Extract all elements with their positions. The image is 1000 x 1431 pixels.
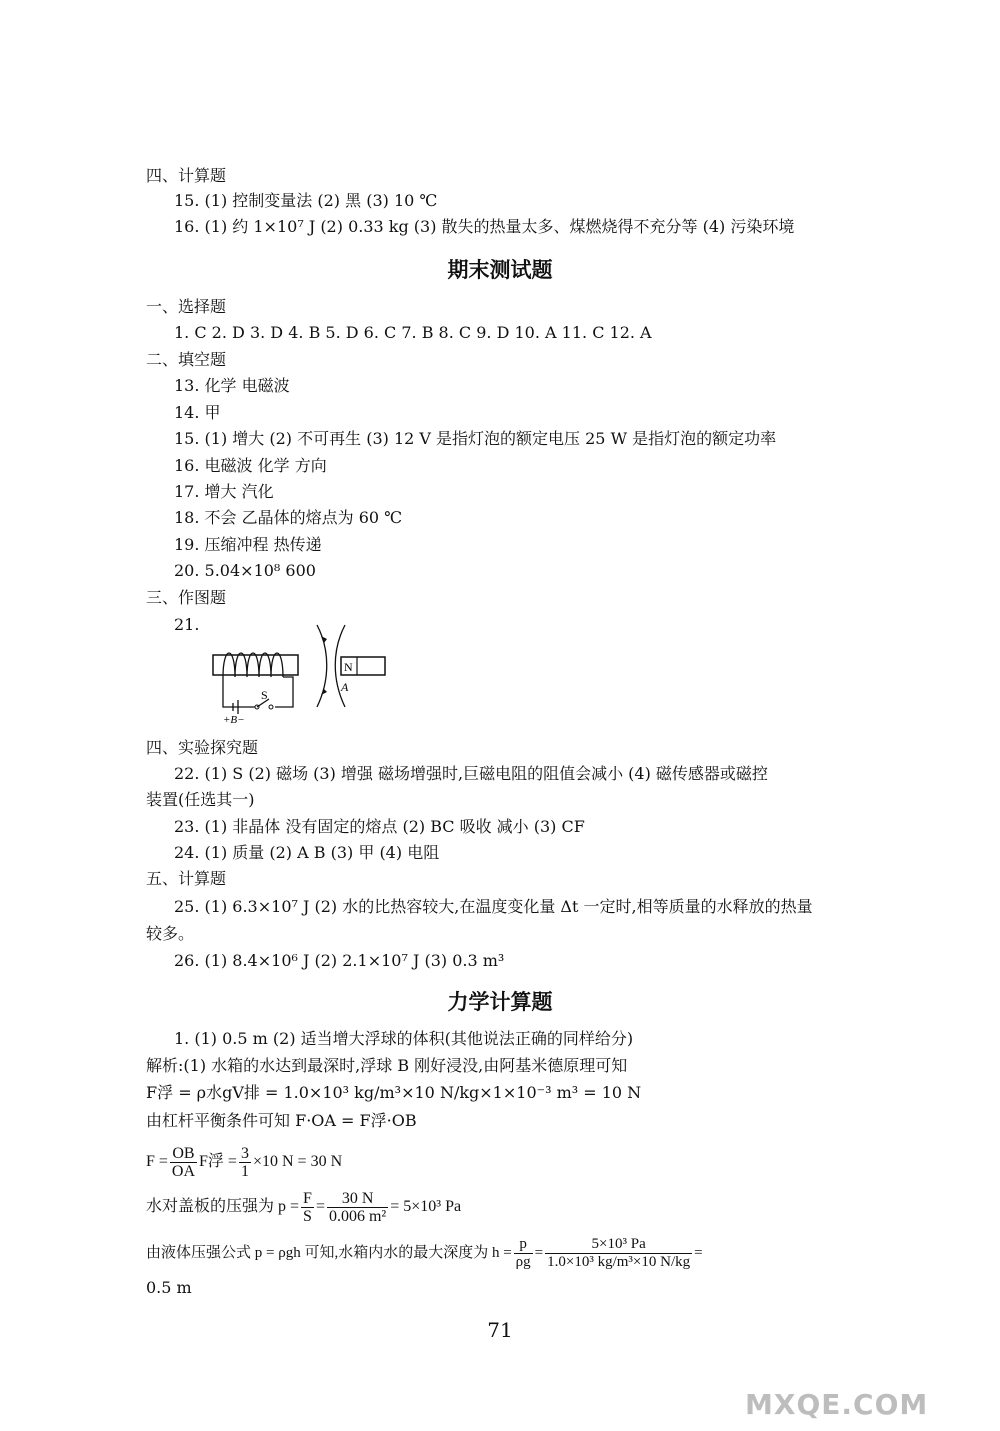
answer-line: 14. 甲 — [174, 403, 221, 422]
equation-lever: F = $\frac{OB}{OA}$ F浮 = $\frac{3}{1}$ ×10 N = 30 N — [146, 1145, 343, 1180]
electromagnet-diagram — [205, 615, 395, 725]
answer-line: 15. (1) 增大 (2) 不可再生 (3) 12 V 是指灯泡的额定电压 25 W 是指灯泡的额定功率 — [174, 429, 777, 448]
answer-line: 18. 不会 乙晶体的熔点为 60 ℃ — [174, 508, 403, 527]
answer-line: 22. (1) S (2) 磁场 (3) 增强 磁场增强时,巨磁电阻的阻值会减小 (4) 磁传感器或磁控 — [174, 764, 768, 783]
answer-line: 1. C 2. D 3. D 4. B 5. D 6. C 7. B 8. C 9. D 10. A 11. C 12. A — [174, 323, 652, 342]
answer-line: 0.5 m — [146, 1278, 192, 1297]
answer-line: 15. (1) 控制变量法 (2) 黑 (3) 10 ℃ — [174, 191, 438, 210]
answer-line: 16. 电磁波 化学 方向 — [174, 456, 327, 475]
watermark-text: MXQE.COM — [745, 1388, 929, 1421]
answer-line: 由杠杆平衡条件可知 F·OA = F浮·OB — [146, 1111, 417, 1130]
equation-depth: 由液体压强公式 p = ρgh 可知,水箱内水的最大深度为 h = $\frac{p}{\rho g}$ = $\frac{\text{5×10³ Pa}}{\text{1.0×10³ kg/m³×10 N/kg}}$ = — [146, 1236, 703, 1270]
page-number: 71 — [487, 1318, 513, 1342]
answer-line: 25. (1) 6.3×10⁷ J (2) 水的比热容较大,在温度变化量 Δt 一定时,相等质量的水释放的热量 — [174, 897, 813, 916]
answer-line: F浮 = ρ水gV排 = 1.0×10³ kg/m³×10 N/kg×1×10⁻³ m³ = 10 N — [146, 1083, 642, 1102]
answer-line: 较多。 — [146, 924, 195, 943]
answer-line: 二、填空题 — [146, 350, 227, 369]
answer-line: 一、选择题 — [146, 297, 227, 316]
answer-line: 1. (1) 0.5 m (2) 适当增大浮球的体积(其他说法正确的同样给分) — [174, 1029, 634, 1048]
answer-line: 装置(任选其一) — [146, 790, 255, 809]
section-heading: 力学计算题 — [447, 990, 553, 1014]
answer-line: 解析:(1) 水箱的水达到最深时,浮球 B 刚好浸没,由阿基米德原理可知 — [146, 1056, 628, 1075]
answer-line: 四、实验探究题 — [146, 738, 259, 757]
magnet-n-label: N — [344, 660, 353, 674]
answer-line: 13. 化学 电磁波 — [174, 376, 290, 395]
answer-line: 24. (1) 质量 (2) A B (3) 甲 (4) 电阻 — [174, 843, 440, 862]
answer-line: 21. — [174, 615, 200, 634]
point-a-label: A — [341, 680, 349, 694]
answer-line: 三、作图题 — [146, 588, 227, 607]
section-heading: 期末测试题 — [447, 258, 553, 282]
equation-pressure: 水对盖板的压强为 p = $\frac{F}{S}$ = $\frac{30 N}{\text{0.006 m²}}$ = 5×10³ Pa — [146, 1190, 462, 1225]
answer-line: 19. 压缩冲程 热传递 — [174, 535, 322, 554]
answer-line: 16. (1) 约 1×10⁷ J (2) 0.33 kg (3) 散失的热量太多、煤燃烧得不充分等 (4) 污染环境 — [174, 217, 795, 236]
switch-s-label: S — [261, 688, 268, 702]
answer-line: 四、计算题 — [146, 166, 227, 185]
answer-line: 五、计算题 — [146, 869, 227, 888]
battery-label: +B− — [223, 714, 245, 725]
answer-line: 26. (1) 8.4×10⁶ J (2) 2.1×10⁷ J (3) 0.3 m³ — [174, 951, 505, 970]
answer-line: 20. 5.04×10⁸ 600 — [174, 561, 316, 580]
answer-line: 23. (1) 非晶体 没有固定的熔点 (2) BC 吸收 减小 (3) CF — [174, 817, 585, 836]
answer-line: 17. 增大 汽化 — [174, 482, 274, 501]
